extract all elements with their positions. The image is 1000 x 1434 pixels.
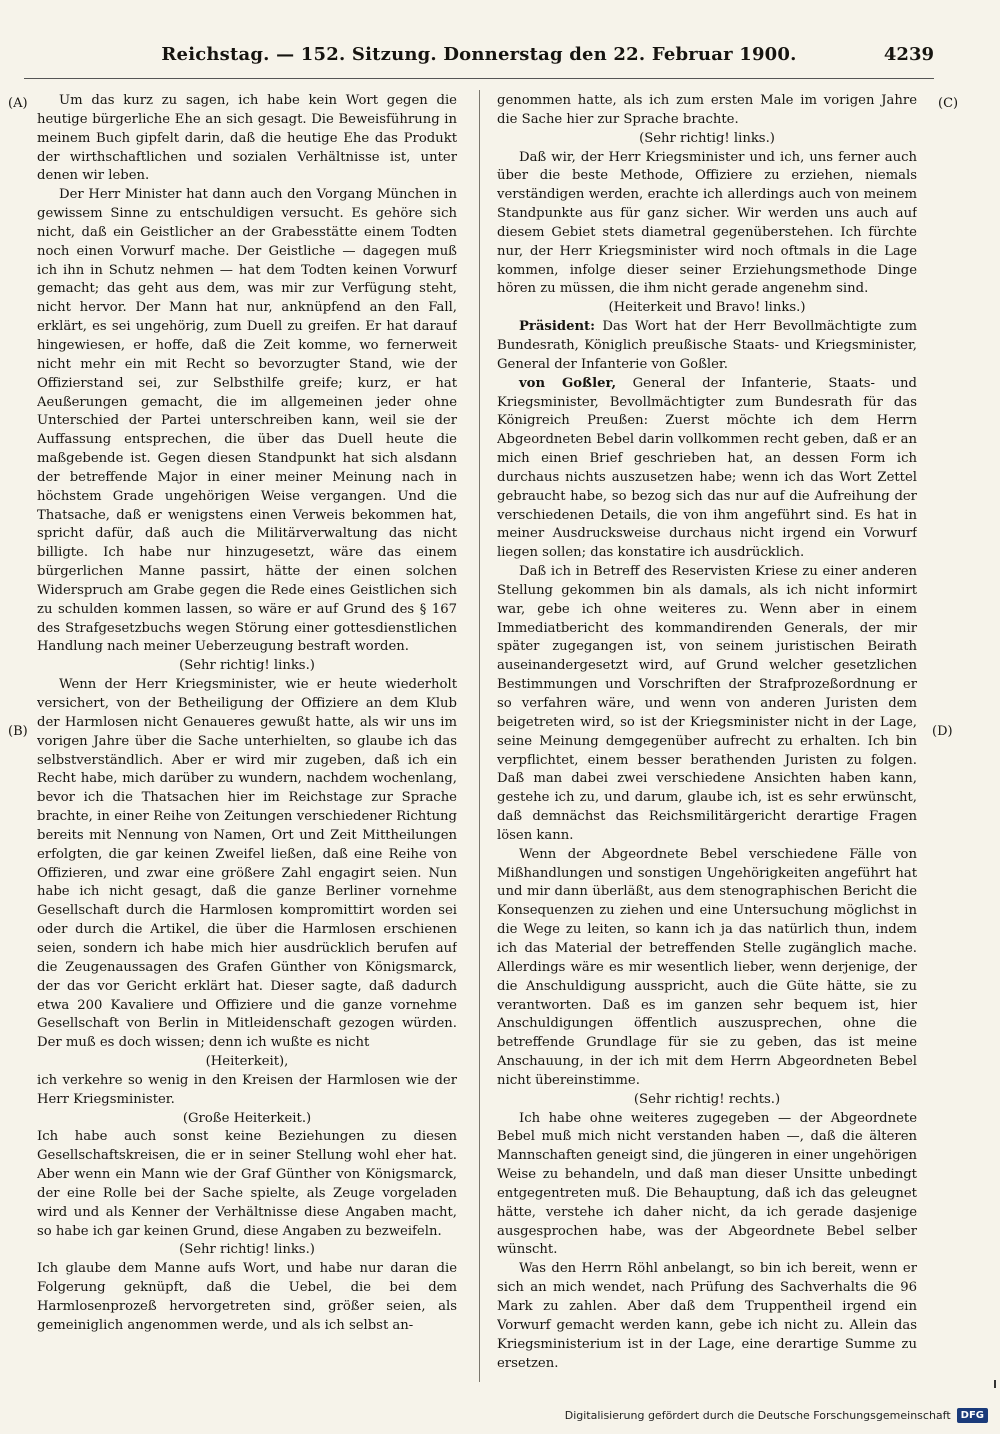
margin-marker-c: (C) [938, 96, 959, 111]
paragraph [497, 375, 917, 563]
paragraph [37, 1072, 457, 1110]
page-header [24, 44, 934, 74]
paragraph-text: Ich habe ohne weiteres zugegeben — der Abgeordnete Bebel muß mich nicht verstanden haben —, daß die älteren Mannschaften geneigt sind, die jüngeren in einer ungehörigen Weise zu behandeln, und daß man dieser Unsitte unbedingt entgegentreten muß. Die Behauptung, daß ich das geleugnet hätte, verstehe ich daher nicht, da ich gerade dasjenige ausgesprochen habe, was der Abgeordnete Bebel selber wünscht. [497, 1110, 917, 1258]
interjection [37, 1110, 457, 1129]
paragraph-text: Wenn der Herr Kriegsminister, wie er heute wiederholt versichert, von der Betheiligung der Offiziere an dem Klub der Harmlosen nicht Genaueres gewußt hatte, als wir uns im vorigen Jahre über die Sache unterhielten, so glaube ich das selbstverständlich. Aber er wird mir zugeben, daß ich ein Recht habe, mich darüber zu wundern, nachdem wochenlang, bevor ich die Thatsachen hier im Reichstage zur Sprache brachte, in einer Reihe von Zeitungen verschiedener Richtung bereits mit Nennung von Namen, Ort und Zeit Mittheilungen erfolgten, die gar keinen Zweifel ließen, daß eine Reihe von Offizieren, und zwar eine größere Zahl engagirt seien. Nun habe ich nicht gesagt, daß die ganze Berliner vornehme Gesellschaft durch die Harmlosen kompromittirt worden sei oder durch die Artikel, die über die Harmlosen erschienen seien, sondern ich habe mich hier ausdrücklich berufen auf die Zeugenaussagen des Grafen Günther von Königsmarck, der das vor Gericht erklärt hat. Dieser sagte, daß dadurch etwa 200 Kavaliere und Offiziere und die ganze vornehme Gesellschaft von Berlin in Mitleidenschaft gezogen würden. Der muß es doch wissen; denn ich wußte es nicht [37, 677, 457, 1051]
paragraph-text: (Heiterkeit und Bravo! links.) [608, 300, 806, 316]
header-rule [24, 78, 934, 79]
paragraph-text: (Sehr richtig! links.) [179, 1242, 315, 1258]
paragraph [497, 1260, 917, 1373]
paragraph [497, 92, 917, 130]
paragraph-text: (Große Heiterkeit.) [182, 1110, 312, 1126]
paragraph [497, 563, 917, 846]
paragraph-text: ich verkehre so wenig in den Kreisen der Harmlosen wie der Herr Kriegsminister. [37, 1072, 457, 1107]
interjection [37, 657, 457, 676]
paragraph-text: genommen hatte, als ich zum ersten Male im vorigen Jahre die Sache hier zur Sprache brachte. [497, 93, 917, 127]
column-divider [479, 90, 480, 1382]
paragraph [37, 186, 457, 657]
paragraph [37, 676, 457, 1053]
margin-marker-d: (D) [932, 724, 953, 739]
paragraph [37, 1260, 457, 1335]
paragraph [497, 846, 917, 1091]
page-number: 4239 [883, 44, 934, 65]
paragraph-text: (Sehr richtig! links.) [179, 658, 315, 674]
interjection [497, 1091, 917, 1110]
interjection [37, 1241, 457, 1260]
paragraph-text: Das Wort hat der Herr Bevollmächtigte zum Bundesrath, Königlich preußische Staats- und Kriegsminister, General der Infanterie von Goßler. [497, 319, 917, 372]
margin-marker-a: (A) [8, 96, 28, 111]
header-title: Reichstag. — 152. Sitzung. Donnerstag den 22. Februar 1900. [161, 44, 797, 65]
paragraph-text: Der Herr Minister hat dann auch den Vorgang München in gewissem Sinne zu entschuldigen versucht. Es gehöre sich nicht, daß ein Geistlicher an der Grabesstätte einem Todten noch einen Vorwurf mache. Der Geistliche — dagegen muß ich ihn in Schutz nehmen — hat dem Todten keinen Vorwurf gemacht; das geht aus dem, was mir zur Verfügung steht, nicht hervor. Der Mann hat nur, anknüpfend an den Fall, erklärt, es sei ungehörig, zum Duell zu greifen. Er hat darauf hingewiesen, er hoffe, daß die Zeit komme, wo fernerweit nicht mehr ein mit Recht so bevorzugter Stand, wie der Offizierstand sei, zur Selbsthilfe greife; kurz, er hat Aeußerungen gemacht, die im allgemeinen jeder ohne Unterschied der Partei unterschreiben kann, weil sie der Auffassung entsprechen, die über das Duell heute die maßgebende ist. Gegen diesen Standpunkt hat sich alsdann der betreffende Major in einer meiner Meinung nach in höchstem Grade ungehörigen Weise vergangen. Und die Thatsache, daß er wenigstens einen Verweis bekommen hat, spricht dafür, daß auch die Militärverwaltung das nicht billigte. Ich habe nur hinzugesetzt, wäre das einem bürgerlichen Manne passirt, hätte der einen solchen Widerspruch am Grabe gegen die Rede eines Geistlichen sich zu schulden kommen lassen, so wäre er auf Grund des § 167 des Strafgesetzbuchs wegen Störung einer gottesdienstlichen Handlung nach meiner Ueberzeugung bestraft worden. [37, 187, 457, 655]
digitization-credit: Digitalisierung gefördert durch die Deutsche Forschungsgemeinschaft [564, 1408, 951, 1422]
paragraph [37, 92, 457, 186]
interjection [497, 130, 917, 149]
margin-marker-b: (B) [8, 724, 28, 739]
page-footer [565, 1406, 988, 1424]
paragraph-text: (Sehr richtig! rechts.) [633, 1091, 781, 1107]
paragraph [497, 1110, 917, 1261]
scan-edge-mark [994, 1380, 996, 1388]
paragraph-text: Daß wir, der Herr Kriegsminister und ich, uns ferner auch über die beste Methode, Offiziere zu erziehen, niemals verständigen werden, erachte ich allerdings auch von meinem Standpunkte aus für ganz sicher. Wir werden uns auch auf diesem Gebiet stets diametral gegenüberstehen. Ich fürchte nur, der Herr Kriegsminister wird noch oftmals in die Lage kommen, infolge dieser seiner Erziehungsmethode Dinge hören zu müssen, die ihm nicht gerade angenehm sind. [497, 149, 917, 297]
left-column [37, 92, 457, 1382]
interjection [37, 1053, 457, 1072]
paragraph-text: Wenn der Abgeordnete Bebel verschiedene Fälle von Mißhandlungen und sonstigen Ungehörigkeiten angeführt hat und mir dann überläßt, aus dem stenographischen Bericht die Konsequenzen zu ziehen und eine Untersuchung möglichst in die Wege zu leiten, so kann ich ja das natürlich thun, indem ich das Material der betreffenden Stelle zugänglich mache. Allerdings wäre es mir wesentlich lieber, wenn derjenige, der die Anschuldigung ausspricht, auch die Güte hätte, sie zu verantworten. Daß es im ganzen sehr bequem ist, hier Anschuldigungen öffentlich auszusprechen, ohne die betreffende Grundlage für sie zu geben, das ist meine Anschauung, in der ich mit dem Herrn Abgeordneten Bebel nicht übereinstimme. [497, 846, 917, 1088]
speaker-name: Präsident: [519, 319, 596, 335]
interjection [497, 299, 917, 318]
paragraph-text: Um das kurz zu sagen, ich habe kein Wort gegen die heutige bürgerliche Ehe an sich gesagt. Die Beweisführung in meinem Buch gipfelt darin, daß die heutige Ehe das Produkt der wirthschaftlichen und sozialen Verhältnisse ist, unter denen wir leben. [37, 93, 457, 184]
paragraph-text: (Heiterkeit), [205, 1054, 289, 1070]
paragraph-text: General der Infanterie, Staats- und Kriegsminister, Bevollmächtigter zum Bundesrath für das Königreich Preußen: Zuerst möchte ich dem Herrn Abgeordneten Bebel darin vollkommen recht geben, daß er an mich einen Brief geschrieben hat, an dessen Form ich durchaus nichts auszusetzen habe; wenn ich das Wort Zettel gebraucht habe, so bezog sich das nur auf die Aufreihung der verschiedenen Details, die von ihm angeführt sind. Es hat in meiner Ausdrucksweise durchaus nicht irgend ein Vorwurf liegen sollen; das konstatire ich ausdrücklich. [497, 375, 917, 561]
dfg-logo: DFG [957, 1408, 988, 1423]
paragraph-text: Daß ich in Betreff des Reservisten Kriese zu einer anderen Stellung gekommen bin als damals, als ich nicht informirt war, gebe ich ohne weiteres zu. Wenn aber in einem Immediatbericht des kommandirenden Generals, der mir später zugegangen ist, von seinem juristischen Beirath auseinandergesetzt wird, auf Grund welcher gesetzlichen Bestimmungen und Vorschriften der Strafprozeßordnung er so verfahren wäre, und wenn von anderen Juristen dem beigetreten wird, so ist der Kriegsminister nicht in der Lage, seine Meinung demgegenüber aufrecht zu erhalten. Ich bin verpflichtet, einem besser berathenden Juristen zu folgen. Daß man dabei zwei verschiedene Ansichten haben kann, gestehe ich zu, und darum, glaube ich, ist es sehr erwünscht, daß demnächst das Reichsmilitärgericht derartige Fragen lösen kann. [497, 564, 917, 843]
paragraph-text: Was den Herrn Röhl anbelangt, so bin ich bereit, wenn er sich an mich wendet, nach Prüfung des Sachverhalts die 96 Mark zu zahlen. Aber daß dem Truppentheil irgend ein Vorwurf gemacht werden kann, gebe ich nicht zu. Allein das Kriegsministerium ist in der Lage, eine derartige Summe zu ersetzen. [497, 1261, 917, 1371]
paragraph [497, 318, 917, 375]
paragraph-text: (Sehr richtig! links.) [639, 130, 775, 146]
paragraph [37, 1128, 457, 1241]
paragraph [497, 149, 917, 300]
paragraph-text: Ich glaube dem Manne aufs Wort, und habe nur daran die Folgerung geknüpft, daß die Uebel, die bei dem Harmlosenprozeß hervorgetreten sind, größer seien, als gemeiniglich angenommen werde, und als ich selbst an- [37, 1261, 457, 1333]
right-column [497, 92, 917, 1382]
speaker-name: von Goßler, [519, 375, 617, 391]
paragraph-text: Ich habe auch sonst keine Beziehungen zu diesen Gesellschaftskreisen, die er in seiner Stellung wohl eher hat. Aber wenn ein Mann wie der Graf Günther von Königsmarck, der eine Rolle bei der Sache spielte, als Zeuge vorgeladen wird und als Kenner der Verhältnisse diese Angaben macht, so habe ich gar keinen Grund, diese Angaben zu bezweifeln. [37, 1129, 457, 1239]
